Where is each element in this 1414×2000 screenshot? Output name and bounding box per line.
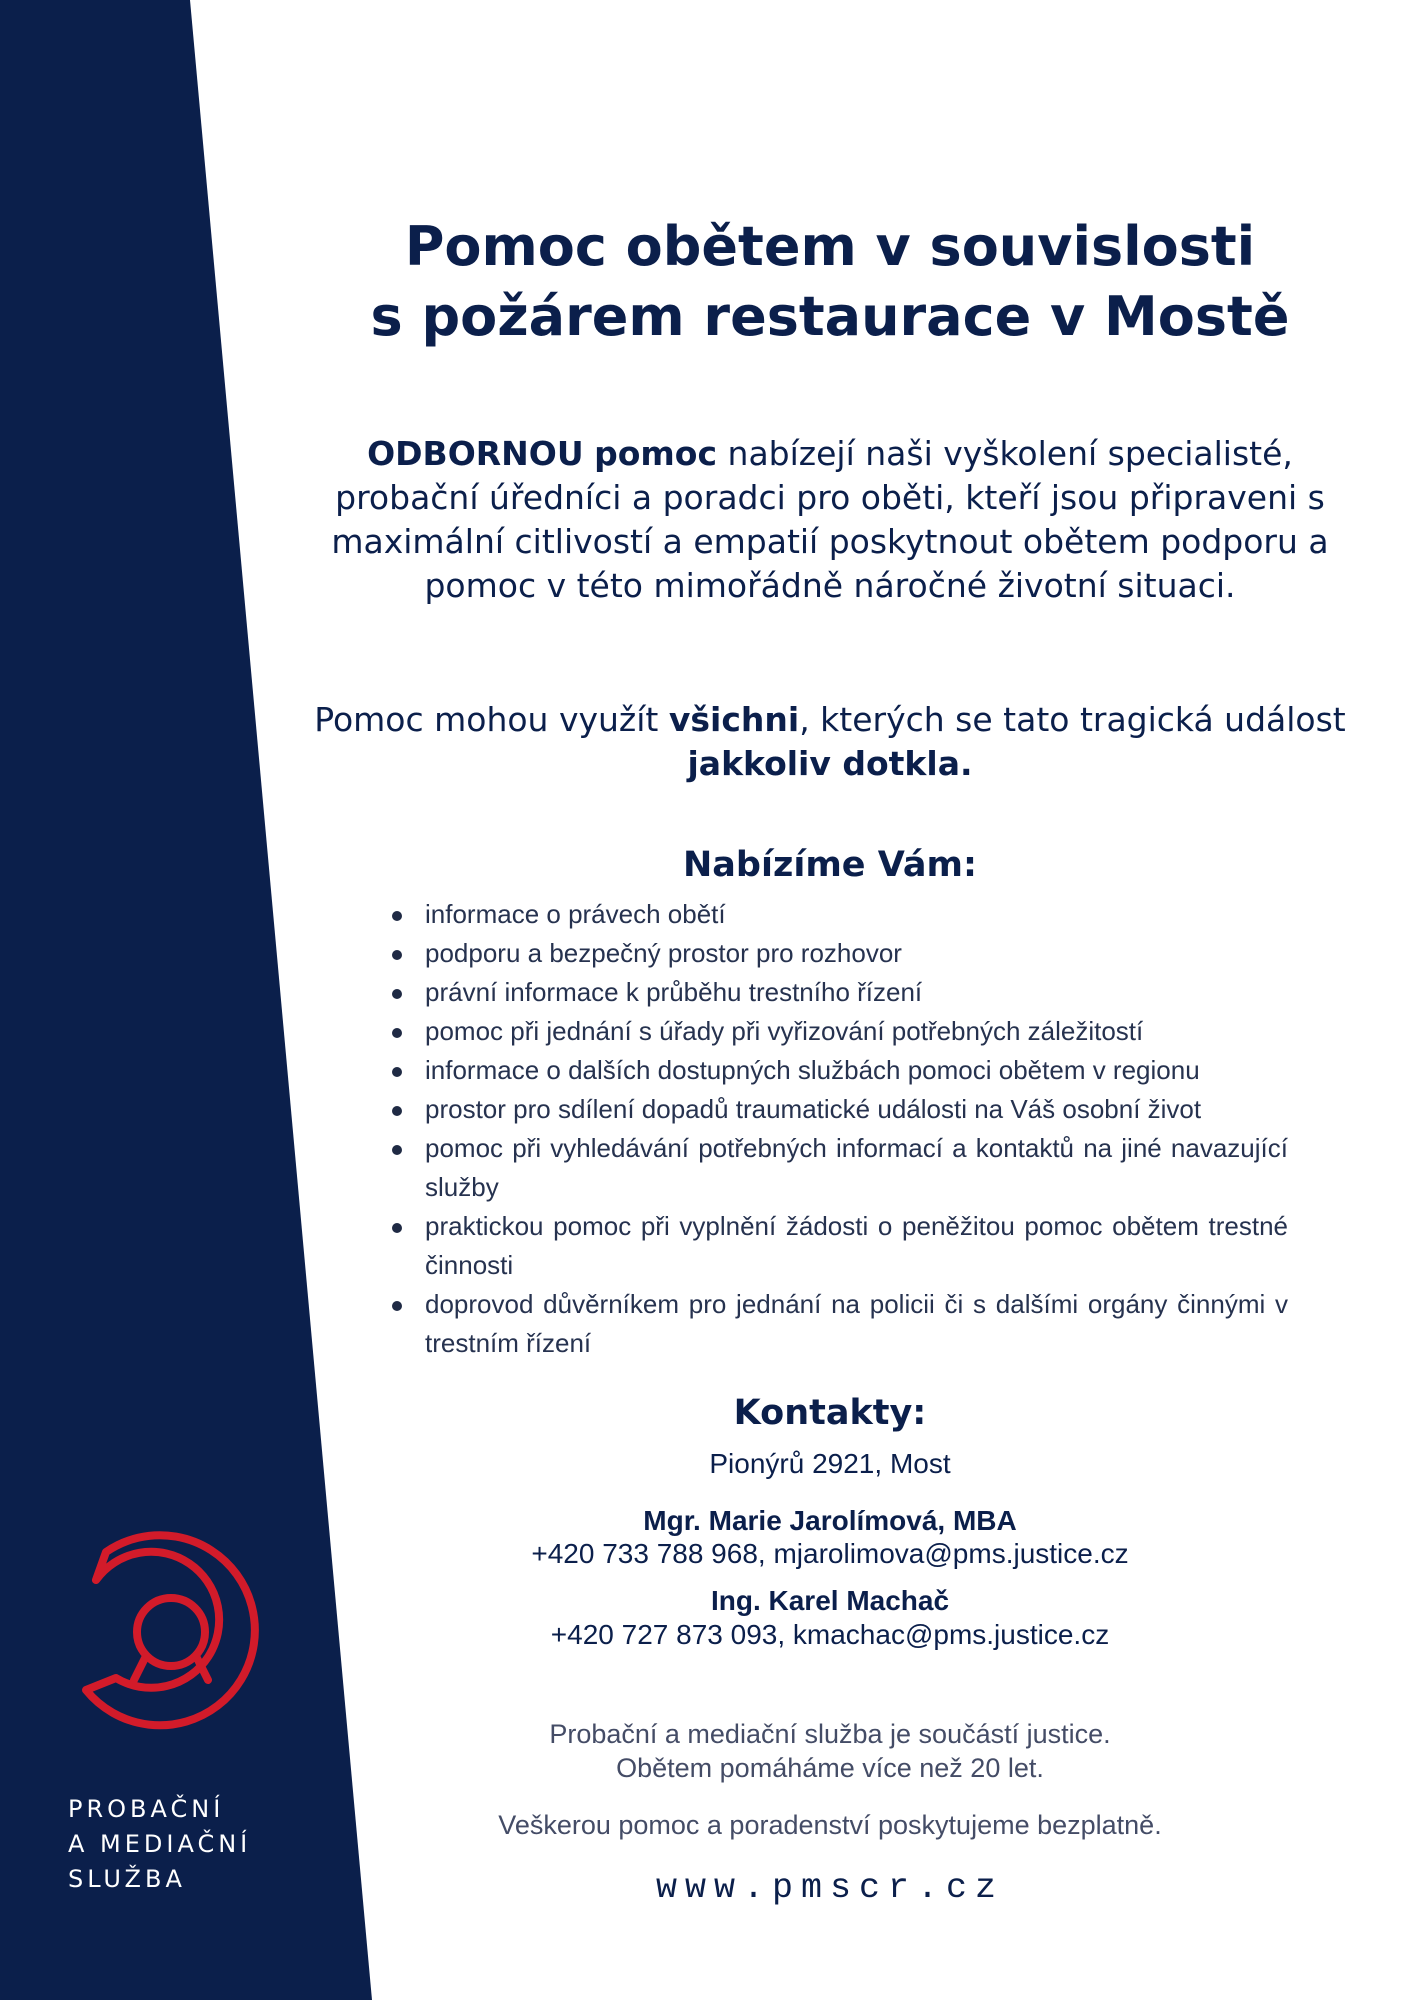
offer-item: informace o právech obětí <box>390 895 1288 934</box>
contacts-heading: Kontakty: <box>733 1393 927 1433</box>
contact-person-1-name: Mgr. Marie Jarolímová, MBA <box>643 1505 1017 1536</box>
who-bold-jakkoliv: jakkoliv dotkla. <box>687 744 973 783</box>
pms-logo-text <box>68 1792 251 1897</box>
footer-note-3: Veškerou pomoc a poradenství poskytujeme bezplatně. <box>498 1810 1162 1840</box>
contact-person-2-name: Ing. Karel Machač <box>710 1585 950 1616</box>
offer-item: pomoc při vyhledávání potřebných informací a kontaktů na jiné navazující služby <box>390 1129 1288 1207</box>
offer-item: pomoc při jednání s úřady při vyřizování potřebných záležitostí <box>390 1012 1288 1051</box>
offer-item: právní informace k průběhu trestního řízení <box>390 973 1288 1012</box>
contact-person-1-details[interactable]: +420 733 788 968, mjarolimova@pms.justice.cz <box>531 1538 1129 1569</box>
title-line-1: Pomoc obětem v souvislosti <box>404 215 1256 278</box>
offer-item: doprovod důvěrníkem pro jednání na policii či s dalšími orgány činnými v trestním řízení <box>390 1285 1288 1363</box>
website-link[interactable]: www.pmscr.cz <box>655 1868 1005 1908</box>
intro-paragraph <box>310 432 1350 608</box>
intro-text: nabízejí naši vyškolení specialisté, probační úředníci a poradci pro oběti, kteří jsou připraveni s maximální citlivostí a empatií poskytnout obětem podporu a pomoc v této mimořádně náročné životní situaci. <box>331 434 1329 605</box>
footer-note-1: Probační a mediační služba je součástí justice. <box>549 1719 1111 1749</box>
intro-bold-pomoc: pomoc <box>594 434 718 473</box>
page-title <box>310 212 1350 352</box>
offer-item: informace o dalších dostupných službách pomoci obětem v regionu <box>390 1051 1288 1090</box>
offer-item: praktickou pomoc při vyplnění žádosti o peněžitou pomoc obětem trestné činnosti <box>390 1207 1288 1285</box>
logo-line-3: SLUŽBA <box>68 1865 186 1893</box>
intro-bold-odbornou: ODBORNOU <box>367 434 584 473</box>
who-part-1: Pomoc mohou využít <box>314 700 659 739</box>
title-line-2: s požárem restaurace v Mostě <box>370 285 1290 348</box>
who-bold-vsichni: všichni <box>668 700 800 739</box>
footer-note-2: Obětem pomáháme více než 20 let. <box>616 1753 1044 1783</box>
who-paragraph <box>310 698 1350 786</box>
logo-line-2: A MEDIAČNÍ <box>68 1830 252 1858</box>
who-part-2: , kterých se tato tragická událost <box>799 700 1346 739</box>
logo-line-1: PROBAČNÍ <box>68 1795 225 1823</box>
offer-heading: Nabízíme Vám: <box>683 845 977 885</box>
offer-item: prostor pro sdílení dopadů traumatické události na Váš osobní život <box>390 1090 1288 1129</box>
offer-item: podporu a bezpečný prostor pro rozhovor <box>390 934 1288 973</box>
contact-address: Pionýrů 2921, Most <box>709 1448 951 1479</box>
pms-logo-icon <box>66 1530 276 1740</box>
contact-person-2-details[interactable]: +420 727 873 093, kmachac@pms.justice.cz <box>550 1619 1110 1650</box>
offer-list <box>390 895 1288 1363</box>
